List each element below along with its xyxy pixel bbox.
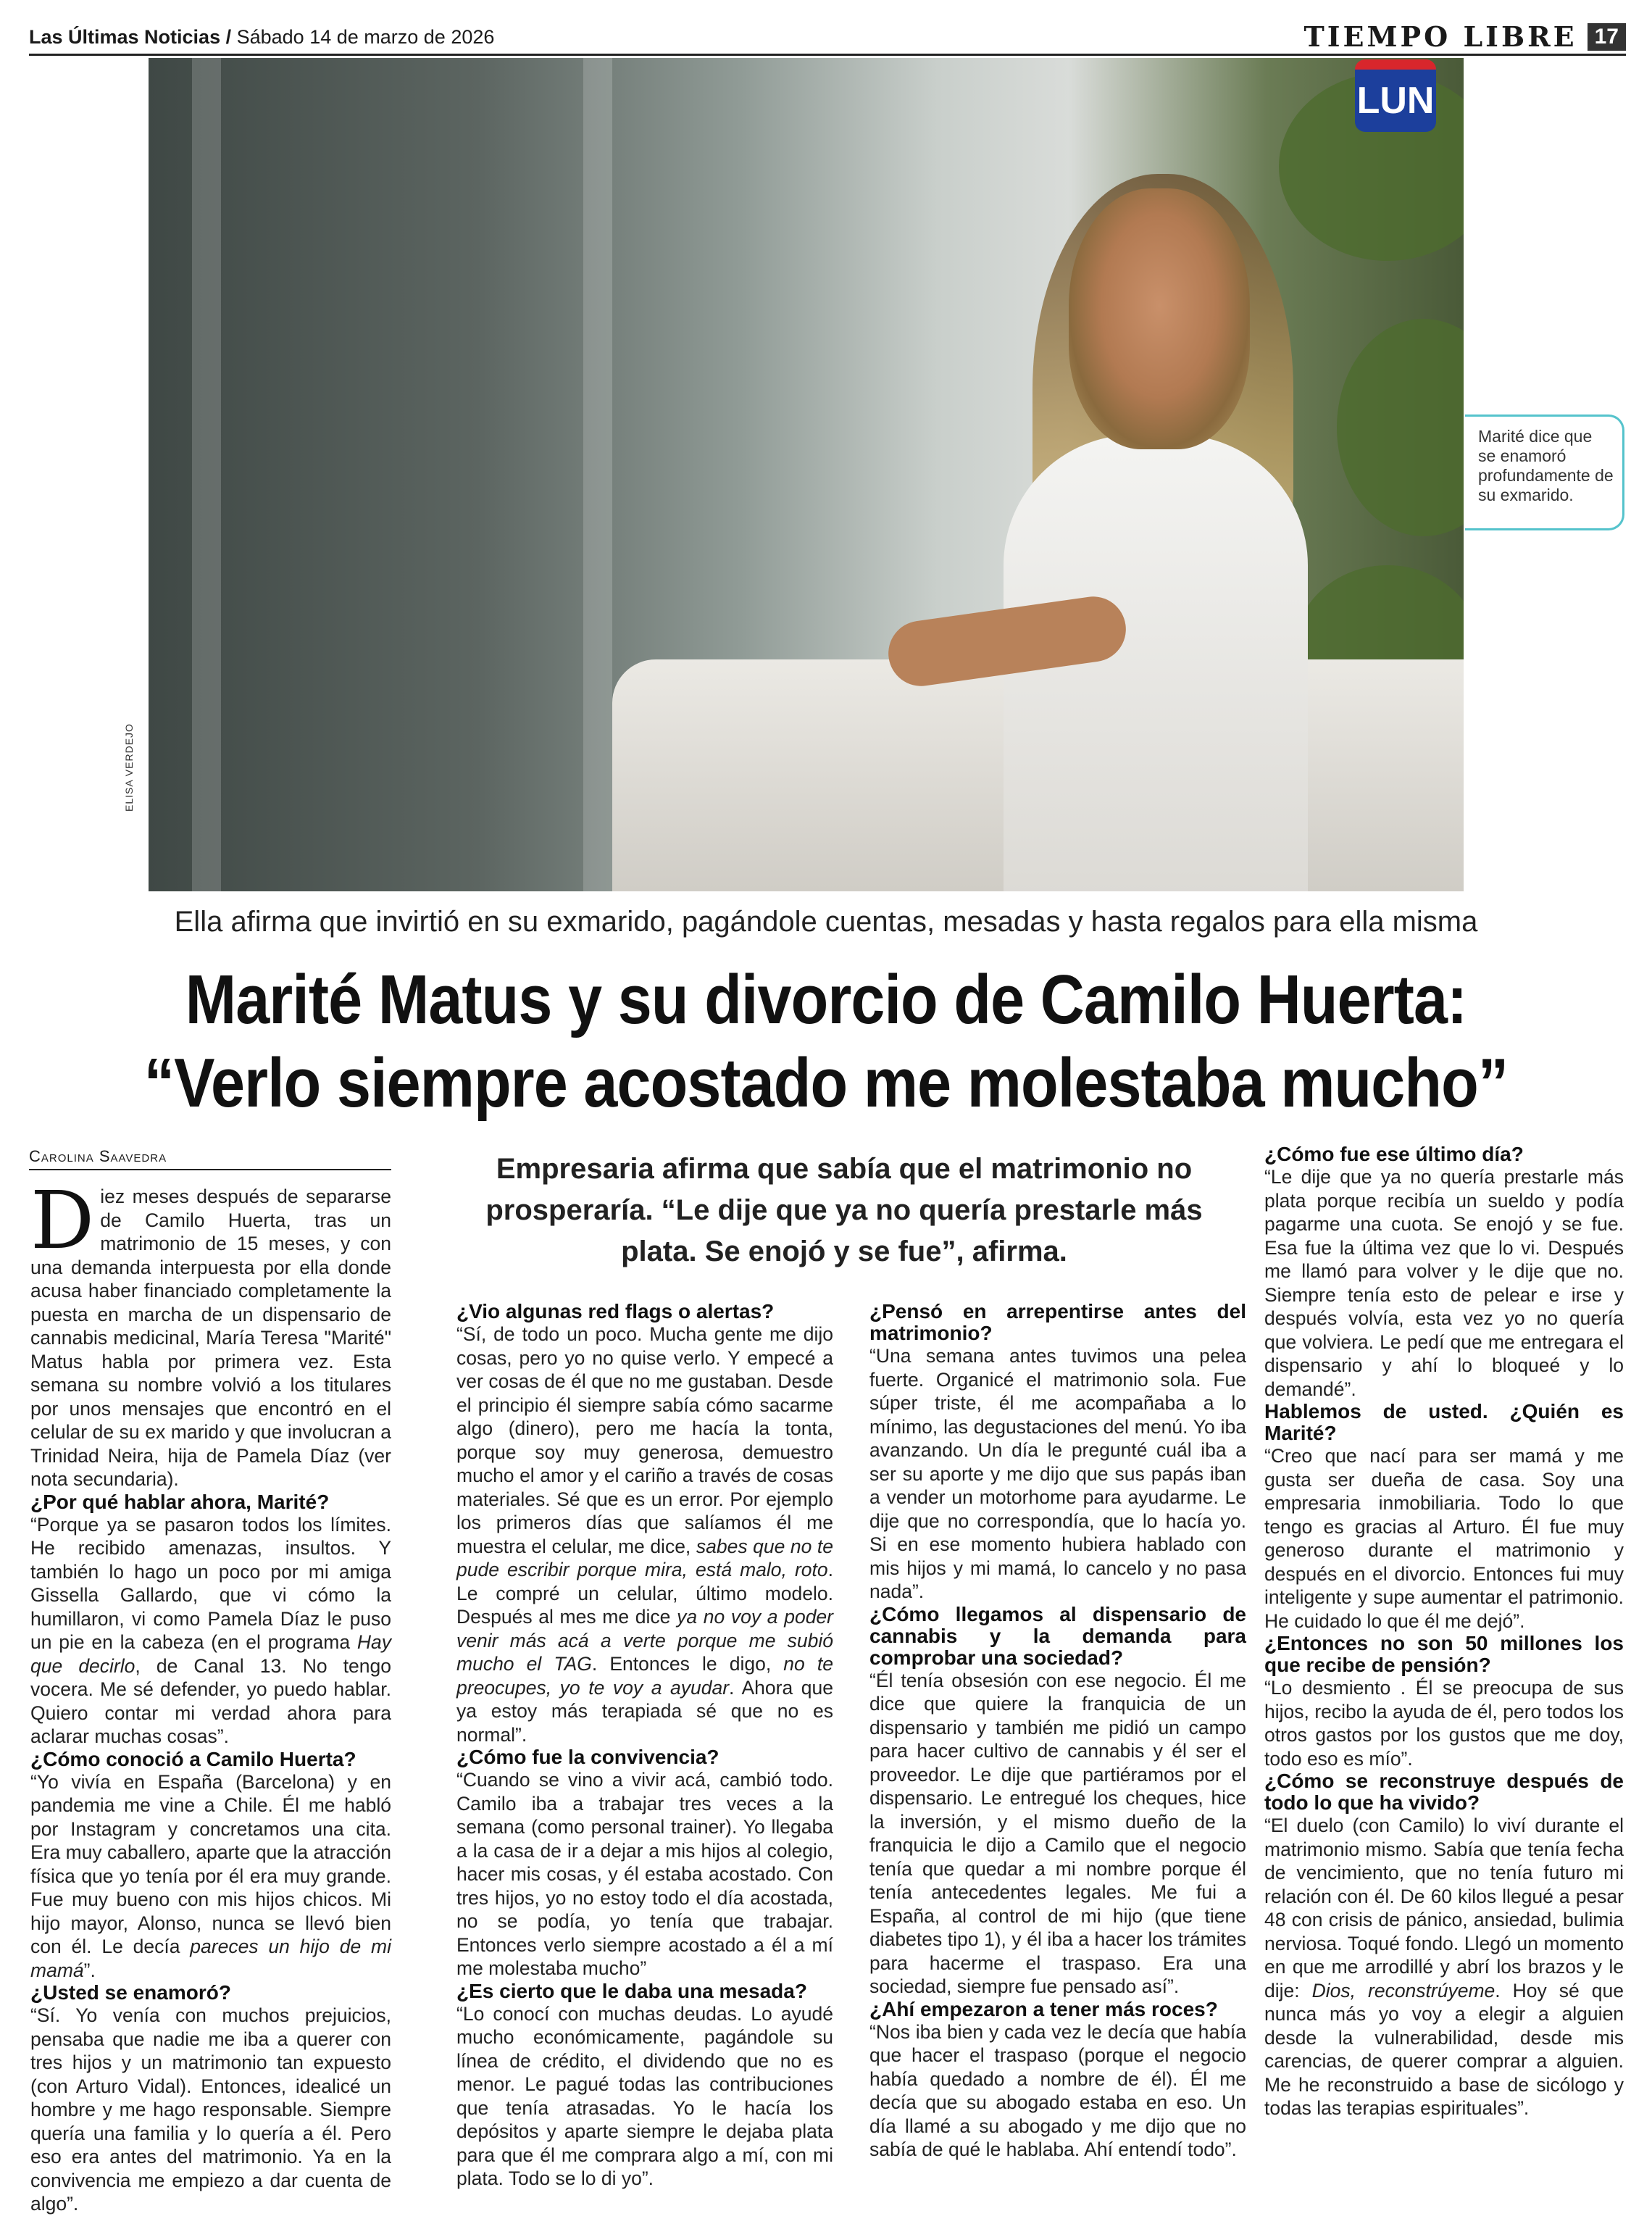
- answer: “Nos iba bien y cada vez le decía que había que hacer el traspaso (porque el negocio había quedado a nombre de él). Él me decía que su abogado estaba en eso. Un día llamé a su abogado y me dijo que no sabía de qué le hablaba. Ahí entendí todo”.: [869, 2020, 1246, 2160]
- kicker: Ella afirma que invirtió en su exmarido, pagándole cuentas, mesadas y hasta regalos para ella misma: [174, 906, 1478, 938]
- question: ¿Cómo fue la convivencia?: [456, 1746, 719, 1768]
- answer: “Cuando se vino a vivir acá, cambió todo. Camilo iba a trabajar tres veces a la semana (como personal trainer). Yo llegaba a la casa de ir a dejar a mis hijos al colegio, hacer mis cosas, y él estaba acostado. Con tres hijos, yo no estoy todo el día acostada, no se podía, yo tenía que trabajar. Entonces verlo siempre acostado a él a mí me molestaba mucho”: [456, 1769, 833, 1979]
- answer: “Lo desmiento . Él se preocupa de sus hijos, recibo la ayuda de él, pero todos los otros gastos por los gustos que me doy, todo eso es mío”.: [1264, 1677, 1624, 1770]
- masthead: Las Últimas Noticias / Sábado 14 de marzo de 2026: [29, 26, 495, 48]
- window-frame: [583, 58, 612, 891]
- main-photo: [149, 58, 1464, 891]
- section-header: [1303, 20, 1626, 53]
- page-number: 17: [1588, 23, 1626, 51]
- deck: Empresaria afirma que sabía que el matrimonio no prosperaría. “Le dije que ya no quería prestarle más plata. Se enojó y se fue”, afirma.: [485, 1153, 1203, 1267]
- article-column-2: [456, 1301, 833, 2191]
- header-rule: [29, 54, 1626, 56]
- question: ¿Ahí empezaron a tener más roces?: [869, 1997, 1218, 2020]
- answer: “Una semana antes tuvimos una pelea fuerte. Organicé el matrimonio sola. Fue súper triste, él me acompañaba a lo mínimo, las degustaciones del menú. Yo iba avanzando. Un día le pregunté cuál iba a ser su aporte y me dijo que sus papás iban a vender un motorhome para ayudarme. Le dije que no correspondía, que lo hacía yo. Si en ese momento hubiera hablado con mis hijos y mi mamá, lo cancelo y no pasa nada”.: [869, 1345, 1246, 1602]
- answer: “Sí. Yo venía con muchos prejuicios, pensaba que nadie me iba a querer con tres hijos y un matrimonio tan expuesto (con Arturo Vidal). Entonces, idealicé un hombre y me hago responsable. Siempre quería una familia y lo quería a él. Pero eso era antes del matrimonio. Ya en la convivencia me empiezo a dar cuenta de algo”.: [30, 2004, 391, 2215]
- answer: “Creo que nací para ser mamá y me gusta ser dueña de casa. Soy una empresaria inmobiliaria. Todo lo que tengo es gracias al Arturo. Él fue muy generoso durante el matrimonio y después en el divorcio. Entonces fui muy inteligente y supe aumentar el patrimonio. He cuidado lo que él me dejó”.: [1264, 1445, 1624, 1632]
- question: ¿Pensó en arrepentirse antes del matrimonio?: [869, 1300, 1246, 1344]
- article-column-1: [30, 1174, 392, 2216]
- answer: “Le dije que ya no quería prestarle más plata porque recibía un sueldo y podía pagarme una cuota. Se enojó y se fue. Esa fue la última vez que lo vi. Después me llamó para volver y le dije que no. Siempre tenía esto de pelear e irse y después volvía, esta vez yo no quería que volviera. Le pedí que me entregara el dispensario y ahí lo bloqueé y lo demandé”.: [1264, 1166, 1624, 1400]
- article-column-4: [1264, 1144, 1624, 2120]
- question: ¿Vio algunas red flags o alertas?: [456, 1300, 775, 1322]
- question: ¿Por qué hablar ahora, Marité?: [30, 1490, 330, 1513]
- byline: Carolina Saavedra: [29, 1147, 391, 1170]
- answer: “Sí, de todo un poco. Mucha gente me dijo cosas, pero yo no quise verlo. Y empecé a ver cosas de él que no me gustaban. Desde el principio él siempre sabía cómo sacarme algo (dinero), pero me hacía la tonta, porque soy muy generosa, demuestro mucho el amor y el cariño a través de cosas materiales. Sé que es un error. Por ejemplo los primeros días que salíamos él me muestra el celular, me dice, sabes que no te pude escribir porque mira, está malo, roto. Le compré un celular, último modelo. Después al mes me dice ya no voy a poder venir más acá a verte porque me subió mucho el TAG. Entonces le digo, no te preocupes, yo te voy a ayudar. Ahora que ya estoy más terapiada sé que no es normal”.: [456, 1323, 834, 1746]
- lun-logo: LUN: [1355, 59, 1436, 132]
- article-column-3: [869, 1301, 1246, 2162]
- photo-caption: Marité dice que se enamoró profundamente de su exmarido.: [1465, 415, 1624, 530]
- answer: “Porque ya se pasaron todos los límites. He recibido amenazas, insultos. Y también lo hago un poco por mi amiga Gissella Gallardo, que vi cómo la humillaron, vi como Pamela Díaz le puso un pie en la cabeza (en el programa Hay que decirlo, de Canal 13. No tengo vocera. Me sé defender, yo puedo hablar. Quiero contar mi verdad ahora para aclarar muchas cosas”.: [30, 1513, 392, 1747]
- publication-name: Las Últimas Noticias: [29, 26, 221, 48]
- plant-leaves: [1337, 319, 1464, 536]
- question: ¿Usted se enamoró?: [30, 1981, 231, 2004]
- headline-line-1: Marité Matus y su divorcio de Camilo Huerta:: [185, 961, 1467, 1038]
- answer: “Él tenía obsesión con ese negocio. Él me dice que quiere la franquicia de un dispensario y también me pidió un campo para hacer cultivo de cannabis y él ser el proveedor. Le dije que partiéramos por el dispensario. Le entregué los cheques, hice la inversión, y el mismo dueño de la franquicia le dijo a Camilo que el negocio tenía que quedar a mi nombre porque él tenía antecedentes legales. Me fui a España, al control de mi hijo (que tiene diabetes tipo 1), y él iba a hacer los trámites para hacerme el traspaso. Era una sociedad, siempre fue pensado así”.: [869, 1669, 1246, 1997]
- answer: “Yo vivía en España (Barcelona) y en pandemia me vine a Chile. Él me habló por Instagram y concretamos una cita. Era muy caballero, aparte que la atracción física que yo tenía por él era muy grande. Fue muy bueno con mis hijos chicos. Mi hijo mayor, Alonso, nunca se llevó bien con él. Le decía pareces un hijo de mi mamá”.: [30, 1770, 391, 1981]
- answer: “El duelo (con Camilo) lo viví durante el matrimonio mismo. Sabía que tenía fecha de vencimiento, que no tenía futuro mi relación con él. De 60 kilos llegué a pesar 48 con crisis de pánico, ansiedad, bulimia nerviosa. Toqué fondo. Llegó un momento en que me arrodillé y abrí los brazos y le dije: Dios, reconstrúyeme. Hoy sé que nunca más yo voy a elegir a alguien desde la vulnerabilidad, desde mis carencias, de querer comprar a alguien. Me he reconstruido a base de sicólogo y todas las terapias espirituales”.: [1264, 1815, 1624, 2119]
- question: ¿Cómo se reconstruye después de todo lo que ha vivido?: [1264, 1770, 1624, 1814]
- photo-credit: ELISA VERDEJO: [123, 723, 135, 812]
- section-name: TIEMPO LIBRE: [1303, 20, 1577, 53]
- question: ¿Cómo conoció a Camilo Huerta?: [30, 1747, 356, 1770]
- answer: “Lo conocí con muchas deudas. Lo ayudé mucho económicamente, pagándole su línea de crédito, el dividendo que no es menor. Le pagué todas las contribuciones que tenía atrasadas. Yo le hacía los depósitos y aparte siempre le dejaba plata para que él me comprara algo a mí, con mi plata. Todo se lo di yo”.: [456, 2002, 833, 2189]
- question: ¿Cómo fue ese último día?: [1264, 1143, 1524, 1165]
- window-frame: [192, 58, 221, 891]
- question: ¿Entonces no son 50 millones los que recibe de pensión?: [1264, 1632, 1624, 1676]
- question: ¿Es cierto que le daba una mesada?: [456, 1979, 807, 2002]
- issue-date: Sábado 14 de marzo de 2026: [236, 26, 495, 48]
- question: ¿Cómo llegamos al dispensario de cannabis y la demanda para comprobar una sociedad?: [869, 1602, 1246, 1669]
- lead-paragraph: Diez meses después de separarse de Camilo Huerta, tras un matrimonio de 15 meses, y con una demanda interpuesta por ella donde acusa haber financiado completamente la puesta en marcha de un dispensario de cannabis medicinal, María Teresa "Marité" Matus habla por primera vez. Esta semana su nombre volvió a los titulares por unos mensajes que encontró en el celular de su ex marido y que involucran a Trinidad Neira, hija de Pamela Díaz (ver nota secundaria).: [30, 1174, 391, 1490]
- drop-cap: D: [30, 1174, 95, 1267]
- woman-face: [1069, 188, 1250, 449]
- question: Hablemos de usted. ¿Quién es Marité?: [1264, 1400, 1624, 1444]
- headline-line-2: “Verlo siempre acostado me molestaba mucho”: [143, 1044, 1509, 1122]
